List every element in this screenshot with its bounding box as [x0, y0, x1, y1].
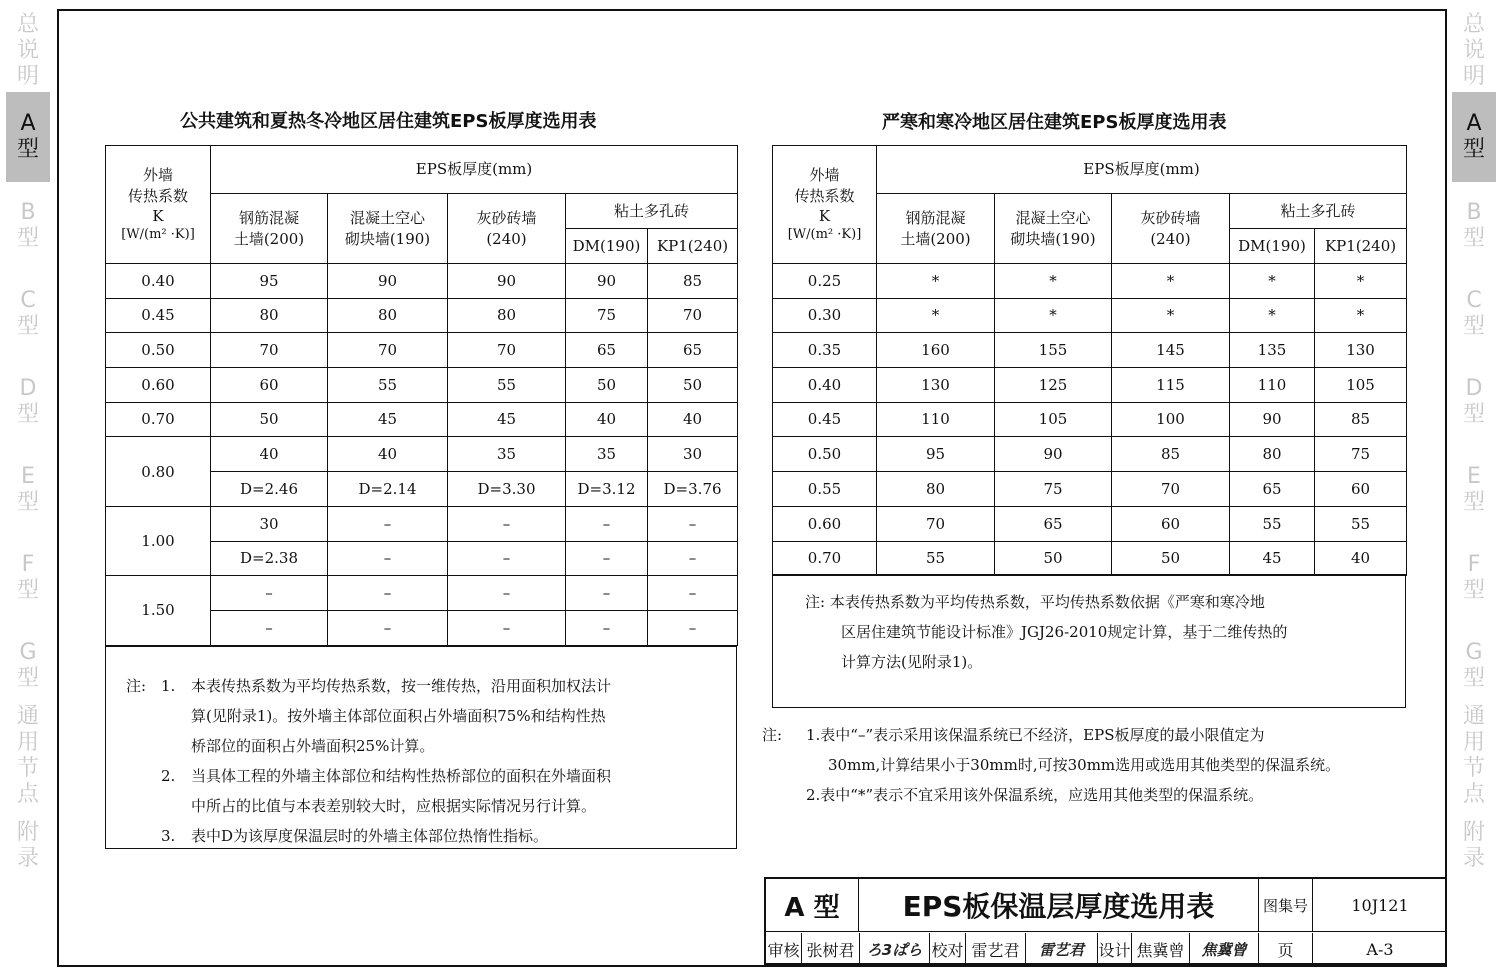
inertia-index-cell: D=3.12	[566, 472, 648, 507]
side-tab: F 型	[1462, 552, 1485, 603]
thickness-cell: *	[1230, 264, 1315, 299]
thickness-cell: 75	[995, 472, 1112, 507]
side-tab: 附 录	[1462, 820, 1485, 871]
checker-name: 雷艺君	[966, 933, 1026, 965]
thickness-cell: –	[566, 576, 648, 611]
thickness-cell: 45	[328, 402, 448, 437]
thickness-cell: 110	[1230, 368, 1315, 403]
k-value-cell: 0.40	[106, 264, 211, 299]
k-value-cell: 0.70	[773, 541, 877, 576]
thickness-cell: 55	[877, 541, 995, 576]
inertia-index-cell: –	[448, 541, 566, 576]
thickness-cell: *	[1315, 298, 1407, 333]
atlas-label: 图集号	[1259, 879, 1313, 931]
table-row	[106, 402, 738, 437]
left-notes: 注: 1. 本表传热系数为平均传热系数，按一维传热，沿用面积加权法计 算(见附录1)。按外墙主体部位面积占外墙面积75%和结构性热 桥部位的面积占外墙面积25%计算。 2. 当具体工程的外墙主体部位和结构性热桥部位的面积在外墙面积 中所占的比值与本表差别较大时，应根据实际情况另行计算。 3. 表中D为该厚度保温层时的外墙主体部位热惰性指标。	[105, 646, 737, 849]
thickness-cell: 115	[1112, 368, 1230, 403]
side-tab: C 型	[1462, 288, 1485, 339]
note-line: 注: 本表传热系数为平均传热系数，平均传热系数依据《严寒和寒冷地	[805, 593, 1265, 611]
k-value-cell: 0.60	[773, 506, 877, 541]
thickness-cell: *	[1112, 264, 1230, 299]
thickness-cell: 65	[566, 333, 648, 368]
thickness-cell: *	[1230, 298, 1315, 333]
table-row	[106, 576, 738, 611]
k-value-cell: 0.60	[106, 368, 211, 403]
k-value-cell: 0.25	[773, 264, 877, 299]
k-value-cell: 0.55	[773, 472, 877, 507]
k-value-cell: 0.35	[773, 333, 877, 368]
thickness-cell: 70	[448, 333, 566, 368]
review-label: 审核	[766, 933, 802, 965]
col-header-sandlime: 灰砂砖墙 (240)	[448, 194, 566, 264]
inertia-index-cell: –	[566, 610, 648, 645]
k-value-cell: 0.30	[773, 298, 877, 333]
side-tab: G 型	[1462, 640, 1485, 691]
check-label: 校对	[930, 933, 966, 965]
left-eps-table	[105, 145, 738, 646]
side-tab: B 型	[16, 200, 39, 251]
thickness-cell: 70	[1112, 472, 1230, 507]
atlas-number: 10J121	[1351, 895, 1409, 915]
col-header-dm: DM(190)	[1230, 229, 1315, 264]
reviewer-name: 张树君	[802, 933, 860, 965]
thickness-cell: 105	[995, 402, 1112, 437]
right-table-title: 严寒和寒冷地区居住建筑EPS板厚度选用表	[882, 112, 1227, 133]
thickness-cell: 145	[1112, 333, 1230, 368]
thickness-cell: –	[448, 576, 566, 611]
thickness-cell: 70	[211, 333, 328, 368]
table-row	[773, 368, 1407, 403]
thickness-cell: 130	[877, 368, 995, 403]
inertia-index-cell: –	[648, 610, 738, 645]
thickness-cell: 50	[648, 368, 738, 403]
thickness-cell: 30	[648, 437, 738, 472]
thickness-cell: 70	[648, 298, 738, 333]
thickness-cell: 135	[1230, 333, 1315, 368]
thickness-cell: 60	[1112, 506, 1230, 541]
table-row	[106, 506, 738, 541]
thickness-cell: 105	[1315, 368, 1407, 403]
thickness-cell: *	[995, 264, 1112, 299]
thickness-cell: 55	[448, 368, 566, 403]
thickness-cell: 85	[648, 264, 738, 299]
inertia-index-cell: D=3.76	[648, 472, 738, 507]
table-row	[773, 298, 1407, 333]
col-header-block: 混凝土空心 砌块墙(190)	[328, 194, 448, 264]
checker-signature: 雷艺君	[1026, 933, 1098, 965]
k-header: 外墙 传热系数 K [W/(m² ·K)]	[773, 146, 877, 264]
thickness-cell: 40	[566, 402, 648, 437]
reviewer-signature: ろ3ぱら	[860, 933, 930, 965]
thickness-cell: 40	[648, 402, 738, 437]
designer-signature: 焦冀曾	[1190, 933, 1259, 965]
thickness-cell: *	[877, 298, 995, 333]
thickness-cell: 50	[1112, 541, 1230, 576]
note-line: 1. 本表传热系数为平均传热系数，按一维传热，沿用面积加权法计	[161, 677, 612, 695]
thickness-cell: 35	[448, 437, 566, 472]
note-line: 中所占的比值与本表差别较大时，应根据实际情况另行计算。	[191, 797, 597, 815]
thickness-cell: 55	[1230, 506, 1315, 541]
side-tab: G 型	[16, 640, 39, 691]
col-header-kp1: KP1(240)	[648, 229, 738, 264]
thickness-cell: 160	[877, 333, 995, 368]
inertia-index-cell: –	[448, 610, 566, 645]
note-line: 2.表中“*”表示不宜采用该外保温系统，应选用其他类型的保温系统。	[806, 786, 1264, 804]
col-header-rc: 钢筋混凝 土墙(200)	[211, 194, 328, 264]
thickness-cell: *	[1112, 298, 1230, 333]
thickness-cell: –	[448, 506, 566, 541]
table-row	[773, 506, 1407, 541]
thickness-cell: –	[211, 576, 328, 611]
table-row	[773, 437, 1407, 472]
table-row	[106, 368, 738, 403]
side-tab: F 型	[16, 552, 39, 603]
right-notes	[772, 574, 1406, 708]
table-row	[106, 264, 738, 299]
note-line: 1.表中“–”表示采用该保温系统已不经济，EPS板厚度的最小限值定为	[806, 726, 1265, 744]
thickness-cell: 50	[211, 402, 328, 437]
note-line: 30mm,计算结果小于30mm时,可按30mm选用或选用其他类型的保温系统。	[828, 756, 1341, 774]
thickness-cell: 50	[995, 541, 1112, 576]
side-tab: 总 说 明	[1462, 12, 1485, 89]
note-line: 桥部位的面积占外墙面积25%计算。	[191, 737, 435, 755]
thickness-cell: 50	[566, 368, 648, 403]
note-line: 区居住建筑节能设计标准》JGJ26-2010规定计算，基于二维传热的	[841, 623, 1288, 641]
k-value-cell: 1.00	[106, 506, 211, 575]
thickness-cell: 95	[211, 264, 328, 299]
k-value-cell: 0.70	[106, 402, 211, 437]
thickness-cell: 130	[1315, 333, 1407, 368]
col-header-sandlime: 灰砂砖墙 (240)	[1112, 194, 1230, 264]
inertia-index-cell: –	[328, 610, 448, 645]
thickness-cell: 45	[448, 402, 566, 437]
type-label: A 型	[766, 879, 859, 931]
thickness-cell: 90	[448, 264, 566, 299]
side-tab: 通 用 节 点	[1462, 704, 1485, 807]
thickness-cell: 125	[995, 368, 1112, 403]
note-line: 3. 表中D为该厚度保温层时的外墙主体部位热惰性指标。	[161, 827, 549, 845]
side-tabs-left	[6, 10, 50, 870]
col-header-clay: 粘土多孔砖	[1230, 194, 1407, 229]
k-header: 外墙 传热系数 K [W/(m² ·K)]	[106, 146, 211, 264]
thickness-cell: 70	[877, 506, 995, 541]
thickness-cell: 75	[1315, 437, 1407, 472]
side-tab: D 型	[1462, 376, 1485, 427]
thickness-cell: *	[877, 264, 995, 299]
side-tab: B 型	[1462, 200, 1485, 251]
thickness-cell: *	[995, 298, 1112, 333]
thickness-cell: 90	[1230, 402, 1315, 437]
k-value-cell: 0.40	[773, 368, 877, 403]
thickness-cell: 40	[1315, 541, 1407, 576]
thickness-cell: 85	[1315, 402, 1407, 437]
col-header-rc: 钢筋混凝 土墙(200)	[877, 194, 995, 264]
col-header-kp1: KP1(240)	[1315, 229, 1407, 264]
inertia-index-cell: –	[328, 541, 448, 576]
table-row	[106, 437, 738, 472]
side-tabs-right	[1452, 10, 1496, 870]
thickness-cell: 65	[648, 333, 738, 368]
right-eps-table	[772, 145, 1407, 576]
left-table-title: 公共建筑和夏热冬冷地区居住建筑EPS板厚度选用表	[180, 111, 597, 132]
side-tab: 附 录	[16, 820, 39, 871]
page-number: A-3	[1366, 939, 1394, 959]
k-value-cell: 0.50	[773, 437, 877, 472]
thickness-cell: 40	[328, 437, 448, 472]
title-block	[764, 877, 1447, 965]
inertia-index-cell: D=2.38	[211, 541, 328, 576]
designer-name: 焦冀曾	[1132, 933, 1190, 965]
side-tab: A 型	[1452, 92, 1496, 182]
inertia-index-cell: D=2.14	[328, 472, 448, 507]
k-value-cell: 0.50	[106, 333, 211, 368]
table-row	[773, 402, 1407, 437]
side-tab: 通 用 节 点	[16, 704, 39, 807]
thickness-cell: 45	[1230, 541, 1315, 576]
col-header-dm: DM(190)	[566, 229, 648, 264]
side-tab: E 型	[16, 464, 39, 515]
inertia-index-cell: –	[566, 541, 648, 576]
side-tab: E 型	[1462, 464, 1485, 515]
k-value-cell: 0.45	[106, 298, 211, 333]
thickness-cell: 90	[566, 264, 648, 299]
side-tab: A 型	[6, 92, 50, 182]
thickness-cell: 90	[328, 264, 448, 299]
thickness-cell: 35	[566, 437, 648, 472]
thickness-cell: 75	[566, 298, 648, 333]
thickness-cell: 95	[877, 437, 995, 472]
thickness-cell: –	[648, 576, 738, 611]
thickness-cell: 60	[211, 368, 328, 403]
thickness-cell: 100	[1112, 402, 1230, 437]
table-row	[773, 472, 1407, 507]
side-tab: D 型	[16, 376, 39, 427]
inertia-index-cell: D=2.46	[211, 472, 328, 507]
table-row	[773, 333, 1407, 368]
thickness-cell: –	[328, 576, 448, 611]
thickness-cell: 55	[328, 368, 448, 403]
note-line: 算(见附录1)。按外墙主体部位面积占外墙面积75%和结构性热	[191, 707, 606, 725]
thickness-cell: –	[648, 506, 738, 541]
thickness-cell: *	[1315, 264, 1407, 299]
table-row	[773, 541, 1407, 576]
thickness-cell: 65	[1230, 472, 1315, 507]
thickness-cell: 155	[995, 333, 1112, 368]
inertia-index-cell: –	[648, 541, 738, 576]
thickness-cell: 30	[211, 506, 328, 541]
side-tab: 总 说 明	[16, 12, 39, 89]
thickness-cell: 80	[328, 298, 448, 333]
k-value-cell: 0.80	[106, 437, 211, 506]
thickness-cell: 70	[328, 333, 448, 368]
k-value-cell: 0.45	[773, 402, 877, 437]
k-value-cell: 1.50	[106, 576, 211, 645]
note-line: 2. 当具体工程的外墙主体部位和结构性热桥部位的面积在外墙面积	[161, 767, 612, 785]
side-tab: C 型	[16, 288, 39, 339]
col-header-clay: 粘土多孔砖	[566, 194, 738, 229]
eps-header: EPS板厚度(mm)	[211, 146, 738, 194]
thickness-cell: 80	[448, 298, 566, 333]
thickness-cell: 55	[1315, 506, 1407, 541]
inertia-index-cell: D=3.30	[448, 472, 566, 507]
thickness-cell: –	[566, 506, 648, 541]
thickness-cell: –	[328, 506, 448, 541]
col-header-block: 混凝土空心 砌块墙(190)	[995, 194, 1112, 264]
table-row	[106, 333, 738, 368]
thickness-cell: 40	[211, 437, 328, 472]
thickness-cell: 80	[877, 472, 995, 507]
thickness-cell: 110	[877, 402, 995, 437]
thickness-cell: 60	[1315, 472, 1407, 507]
inertia-index-cell: –	[211, 610, 328, 645]
drawing-title: EPS板保温层厚度选用表	[859, 879, 1259, 931]
design-label: 设计	[1098, 933, 1132, 965]
table-row	[773, 264, 1407, 299]
table-row	[106, 298, 738, 333]
thickness-cell: 85	[1112, 437, 1230, 472]
thickness-cell: 80	[211, 298, 328, 333]
page-label: 页	[1259, 933, 1313, 965]
thickness-cell: 80	[1230, 437, 1315, 472]
note-line: 计算方法(见附录1)。	[841, 653, 983, 671]
thickness-cell: 90	[995, 437, 1112, 472]
eps-header: EPS板厚度(mm)	[877, 146, 1407, 194]
thickness-cell: 65	[995, 506, 1112, 541]
